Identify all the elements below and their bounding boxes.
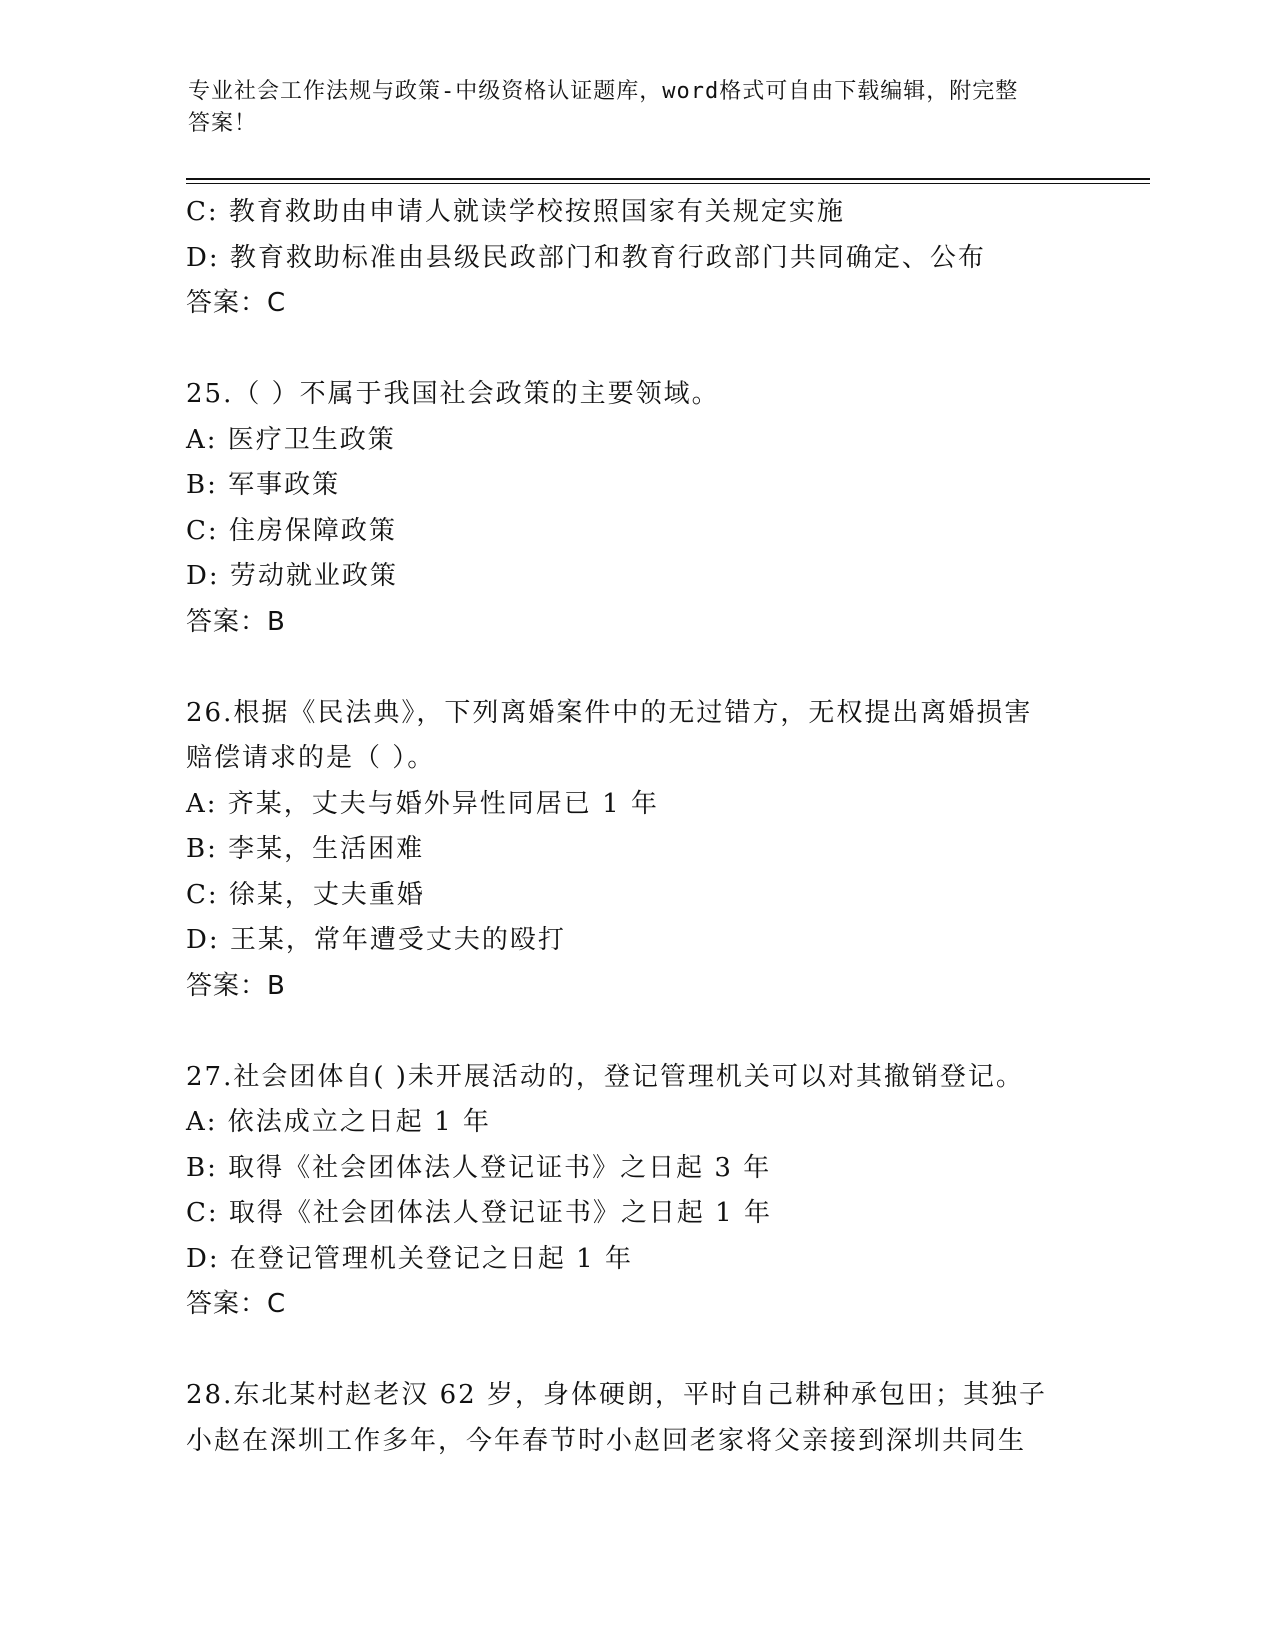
question-stem-line-1: 26.根据《民法典》，下列离婚案件中的无过错方，无权提出离婚损害	[186, 697, 1033, 728]
option-c: C: 取得《社会团体法人登记证书》之日起 1 年	[186, 1198, 772, 1228]
question-list	[186, 190, 1086, 1464]
question-26	[186, 691, 1086, 1010]
option-c: C: 住房保障政策	[186, 515, 397, 546]
question-stem-line-1: 28.东北某村赵老汉 62 岁，身体硬朗，平时自己耕种承包田；其独子	[186, 1380, 1047, 1410]
answer-line: 答案：B	[186, 970, 286, 1001]
question-28	[186, 1373, 1086, 1464]
option-b: B: 取得《社会团体法人登记证书》之日起 3 年	[186, 1152, 772, 1183]
option-a: A: 医疗卫生政策	[186, 424, 396, 455]
option-b: B: 军事政策	[186, 470, 341, 500]
option-a: A: 齐某，丈夫与婚外异性同居已 1 年	[186, 788, 659, 819]
option-b: B: 李某，生活困难	[186, 834, 425, 864]
answer-line: 答案：C	[186, 1289, 287, 1319]
header-divider-thin	[186, 183, 1150, 184]
question-27	[186, 1055, 1086, 1328]
question-stem-line-2: 赔偿请求的是（ ）。	[186, 743, 436, 773]
question-stem-line-2: 小赵在深圳工作多年，今年春节时小赵回老家将父亲接到深圳共同生	[186, 1425, 1027, 1456]
header-divider-thick	[186, 178, 1150, 180]
answer-line: 答案：B	[186, 606, 286, 637]
option-c: C: 徐某，丈夫重婚	[186, 879, 425, 910]
page-header	[188, 76, 1088, 140]
option-d: D: 劳动就业政策	[186, 561, 398, 591]
spacer	[186, 645, 1086, 691]
option-d: D: 教育救助标准由县级民政部门和教育行政部门共同确定、公布	[186, 242, 986, 273]
answer-line: 答案：C	[186, 288, 287, 318]
header-line-2: 答案！	[188, 111, 258, 136]
question-stem: 25.（ ）不属于我国社会政策的主要领域。	[186, 379, 720, 409]
option-a: A: 依法成立之日起 1 年	[186, 1107, 491, 1137]
header-line-1: 专业社会工作法规与政策-中级资格认证题库，word格式可自由下载编辑，附完整	[188, 79, 1019, 104]
option-d: D: 在登记管理机关登记之日起 1 年	[186, 1243, 633, 1274]
question-stem: 27.社会团体自( )未开展活动的，登记管理机关可以对其撤销登记。	[186, 1061, 1024, 1092]
question-24-continuation	[186, 190, 1086, 327]
spacer	[186, 327, 1086, 373]
spacer	[186, 1328, 1086, 1374]
question-25	[186, 372, 1086, 645]
spacer	[186, 1009, 1086, 1055]
option-c: C: 教育救助由申请人就读学校按照国家有关规定实施	[186, 197, 845, 227]
option-d: D: 王某，常年遭受丈夫的殴打	[186, 925, 566, 955]
